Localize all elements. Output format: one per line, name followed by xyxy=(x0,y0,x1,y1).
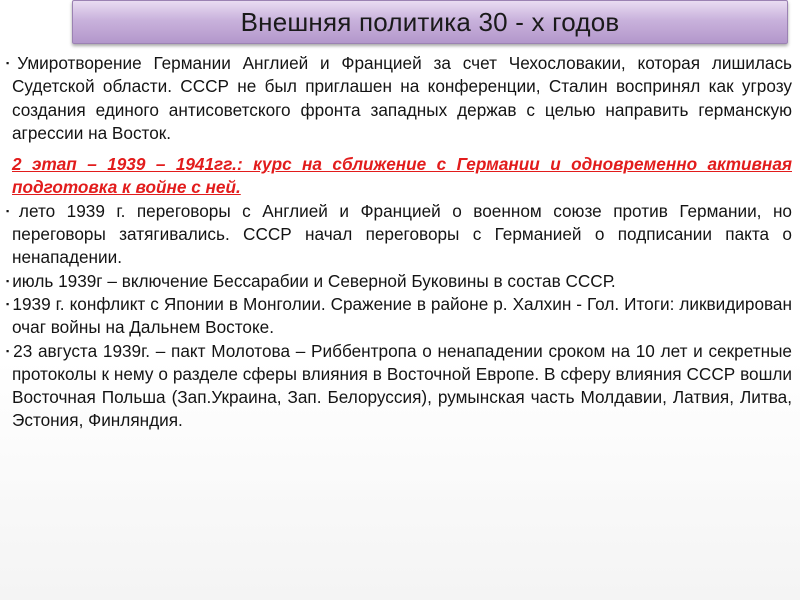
list-item xyxy=(6,293,792,340)
bullet-marker-icon: ▪ xyxy=(6,298,10,309)
bullet-marker-icon: ▪ xyxy=(6,58,17,68)
paragraph-appeasement-text: Умиротворение Германии Англией и Францией за счет Чехословакии, которая лишилась Судетской области. СССР не был приглашен на конференции, Сталин воспринял как угрозу создания единого антисоветского фронта западных держав с целью направить германскую агрессии на Восток. xyxy=(12,53,792,143)
bullet-marker-icon: ▪ xyxy=(6,205,16,216)
paragraph-appeasement xyxy=(6,52,792,145)
slide-title: Внешняя политика 30 - х годов xyxy=(240,6,620,37)
list-item-text: 23 августа 1939г. – пакт Молотова – Риббентропа о ненападении сроком на 10 лет и секретные протоколы к нему о разделе сферы влияния в Восточной Европе. В сферу влияния СССР вошли Восточная Польша (Зап.Украина, Зап. Белоруссия), румынская часть Молдавии, Латвия, Литва, Эстония, Финляндия. xyxy=(12,340,792,431)
list-item-text: июль 1939г – включение Бессарабии и Северной Буковины в состав СССР. xyxy=(12,270,616,291)
bullet-marker-icon: ▪ xyxy=(6,275,10,286)
list-item xyxy=(6,340,792,433)
list-item-text: лето 1939 г. переговоры с Англией и Францией о военном союзе против Германии, но переговоры затягивались. СССР начал переговоры с Германией о подписании пакта о ненападении. xyxy=(12,200,792,268)
slide-title-bar xyxy=(72,0,788,44)
list-item xyxy=(6,200,792,270)
list-item-text: 1939 г. конфликт с Японии в Монголии. Сражение в районе р. Халхин - Гол. Итоги: ликвидирован очаг войны на Дальнем Востоке. xyxy=(12,293,792,338)
list-item xyxy=(6,270,792,293)
slide-content xyxy=(6,52,792,433)
bullet-marker-icon: ▪ xyxy=(6,345,11,356)
stage-heading: 2 этап – 1939 – 1941гг.: курс на сближение с Германии и одновременно активная подготовка к войне с ней. xyxy=(12,154,792,198)
